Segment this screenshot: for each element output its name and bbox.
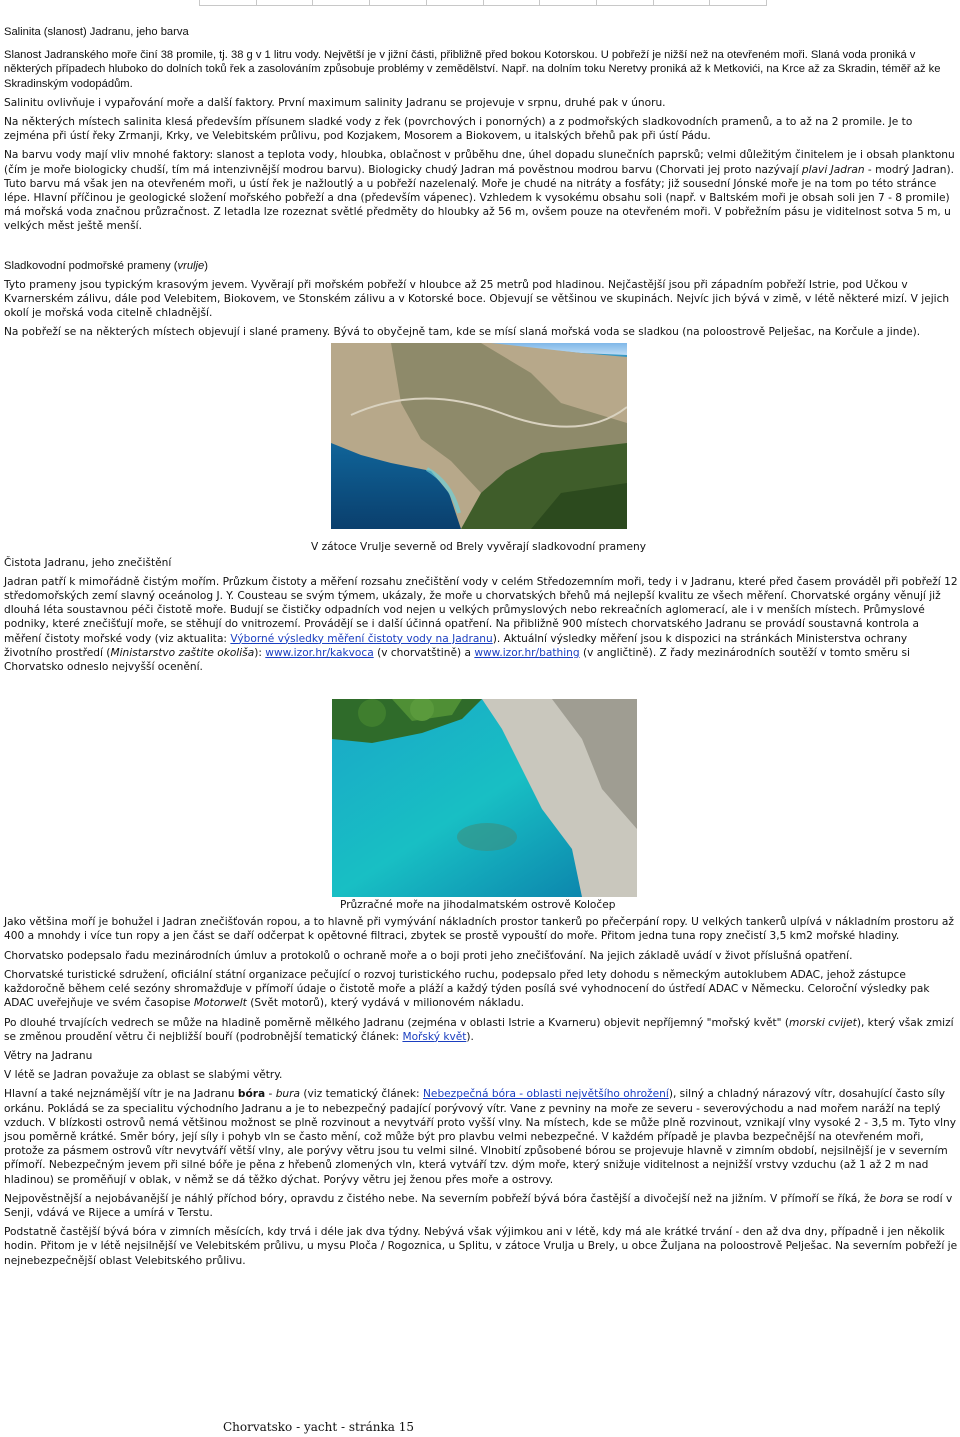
page-footer: Chorvatsko - yacht - stránka 15 [223,1420,414,1434]
nav-segment[interactable] [540,0,597,5]
izor-bathing-link[interactable]: www.izor.hr/bathing [474,646,580,659]
salinity-paragraph: Na některých místech salinita klesá především přísunem sladké vody z řek (povrchových i ponorných) a z podmořských sladkovodních pramenů, a to až na 2 promile. Je to zejména při ústí řeky Zrmanji, Krky, ve Velebitském průlivu, pod Kozjakem, Mosorem a Biokovem, u italských břehů pak při ústí Pádu. [4,116,913,143]
bora-paragraph: Podstatně častější bývá bóra v zimních měsících, kdy trvá i déle jak dva týdny. Nebývá však výjimkou ani v létě, kdy má ale krátké trvání - den až dva dny, případně i jen několik hodin. Přitom je v létě nejsilnější ve Velebitském průlivu, u mysu Ploča / Rogoznica, u Splitu, v zátoce Vrulja u Brely, u obce Žuljana na poloostrově Pelješac. Na severním pobřeží je nejnebezpečnější oblast Velebitského průlivu. [4,1226,958,1267]
springs-paragraph: Na pobřeží se na některých místech objevují i slané prameny. Bývá to obyčejně tam, kde se mísí slaná mořská voda se sladkou (na poloostrově Pelješac, na Korčule a jinde). [4,326,921,339]
article-link[interactable]: Výborné výsledky měření čistoty vody na Jadranu [230,632,493,645]
izor-kakvoca-link[interactable]: www.izor.hr/kakvoca [265,646,374,659]
oil-pollution-paragraph: Jako většina moří je bohužel i Jadran znečišťován ropou, a to hlavně při vymývání nákladních prostor tankerů po přečerpání ropy. U velkých tankerů ulpívá v nákladním prostoru až 400 a mnohdy i více tun ropy a jen část se daří odčerpat k opětovné filtraci, zbytek se prostě vypouští do moře. Přitom jedna tuna ropy znečistí 3,5 km2 mořské hladiny. [4,916,954,943]
nav-segment[interactable] [710,0,766,5]
nav-segment[interactable] [370,0,427,5]
salinity-paragraph: Slanost Jadranského moře činí 38 promile, tj. 38 g v 1 litru vody. Největší je v jižní části, přibližně před bokou Kotorskou. U pobřeží je nižší než na otevřeném moři. Slaná voda proniká v některých případech hluboko do dolních toků řek a zasolováním způsobuje problémy v zemědělství. Např. na dolním toku Neretvy proniká až k Metkovići, na Krce až za Skradin, téměř až ke Skradinským vodopádům. [4,49,941,90]
nav-segment[interactable] [313,0,370,5]
springs-paragraph: Tyto prameny jsou typickým krasovým jevem. Vyvěrají při mořském pobřeží v hloubce až 25 metrů pod hladinou. Nejčastější jsou při západním pobřeží Istrie, pod Učkou v Kvarnerském zálivu, dále pod Velebitem, Biokovem, ve Stonském zálivu a v Kotorské boce. Objevují se většinou ve skupinách. Nejvíc jich bývá v zimě, v létě některé mizí. V jejich okolí je mořská voda citelně chladnější. [4,278,950,320]
top-navigation-bar [199,0,767,6]
winds-heading: Větry na Jadranu [4,1049,93,1062]
nav-segment[interactable] [200,0,257,5]
photo-vrulje-bay [331,343,627,529]
nav-segment[interactable] [257,0,314,5]
clean-paragraph: Jadran patří k mimořádně čistým mořím. Průzkum čistoty a měření rozsahu znečištění vody v celém Středozemním moři, tedy i v Jadranu, které před časem prováděl při pobřeží 12 středomořských zemí slavný oceánolog J. Y. Cousteau se svým týmem, ukázaly, že moře u chorvatských břehů má nejlepší kvalitu ze všech měření. Chorvatské orgány věnují již dlouhá léta soustavnou péči čistotě moře. Budují se čističky odpadních vod nejen u velkých průmyslových nebo rekreačních aglomerací, ale i v menších místech. Průmyslové podniky, které znečišťují moře, se stěhují do vnitrozemí. Provádějí se i další účinná opatření. Na přibližně 900 místech chorvatského Jadranu se provádí soustavná kontrola a měření čistoty mořské vody (viz aktualita: Výborné výsledky měření čistoty vody na Jadranu). Aktuální výsledky měření jsou k dispozici na stránkách Ministerstva ochrany životního prostředí (Ministarstvo zaštite okoliša): www.izor.hr/kakvoca (v chorvatštině) a www.izor.hr/bathing (v angličtině). Z řady mezinárodních soutěží v tomto směru si Chorvatsko odneslo nejvyšší ocenění. [4,575,958,674]
photo-caption: V zátoce Vrulje severně od Brely vyvěrají sladkovodní prameny [311,540,646,553]
photo-caption: Průzračné moře na jihodalmatském ostrově Koločep [340,899,616,912]
nav-segment[interactable] [654,0,711,5]
nav-segment[interactable] [427,0,484,5]
nav-segment[interactable] [597,0,654,5]
article-content [4,25,958,1273]
sea-bloom-paragraph: Po dlouhé trvajících vedrech se může na hladině poměrně mělkého Jadranu (zejména v oblasti Istrie a Kvarneru) objevit nepříjemný "mořský květ" (morski cvijet), který však zmizí se změnou proudění větru či nejbližší bouří (podrobnější tematický článek: Mořský květ). [4,1016,954,1043]
photo-kolocep-sea [332,699,637,897]
adac-paragraph: Chorvatské turistické sdružení, oficiální státní organizace pečující o rozvoj turistického ruchu, podepsalo před lety dohodu s německým autoklubem ADAC, jehož zástupce každoročně během celé sezóny shromažďuje v přímoří údaje o čistotě moře a pláží a každý týden posílá své vyhodnocení do ústředí ADAC v Německu. Celoroční výsledky pak ADAC uveřejňuje ve svém časopise Motorwelt (Svět motorů), který vydává v milionovém nákladu. [4,968,930,1010]
figure-vrulje [4,345,958,556]
figure-kolocep [4,679,958,912]
springs-heading: Sladkovodní podmořské prameny (vrulje) [4,259,208,272]
bora-paragraph: Nejpověstnější a nejobávanější je náhlý příchod bóry, opravdu z čistého nebe. Na severním pobřeží bývá bóra častější a divočejší než na jižním. V přímoří se říká, že bora se rodí v Senji, vdává ve Rijece a umírá v Terstu. [4,1192,953,1219]
nav-segment[interactable] [484,0,541,5]
bora-article-link[interactable]: Nebezpečná bóra - oblasti největšího ohrožení [423,1088,669,1101]
sea-color-paragraph: Na barvu vody mají vliv mnohé faktory: slanost a teplota vody, hloubka, oblačnost v průběhu dne, úhel dopadu slunečních paprsků; velmi důležitým činitelem je i obsah planktonu (čím je moře biologicky chudší, tím má intenzivnější modrou barvu). Biologicky chudý Jadran má pověstnou modrou barvu (Chorvati jej proto nazývají plavi Jadran - modrý Jadran). Tuto barvu má však jen na otevřeném moři, u ústí řek je nažloutlý a u pobřeží nazelenalý. Moře je chudé na nitráty a fosfáty; již sousední Jónské moře je na tom po této stránce lépe. Hlavní příčinou je geologické složení mořského pobřeží a dna (především vápenec). Vzhledem k vysokému obsahu soli (např. v Baltském moři je obsah soli jen 7 - 8 promile) má mořská voda značnou průzračnost. Z letadla lze rozeznat světlé předměty do hloubky až 56 m, ovšem pouze na otevřeném moři. V pobřežním pásu je viditelnost sotva 5 m, u velkých měst ještě menší. [4,149,955,233]
sea-bloom-link[interactable]: Mořský květ [402,1030,467,1043]
winds-paragraph: V létě se Jadran považuje za oblast se slabými větry. [4,1069,283,1082]
clean-heading: Čistota Jadranu, jeho znečištění [4,556,172,569]
conventions-paragraph: Chorvatsko podepsalo řadu mezinárodních úmluv a protokolů o ochraně moře a o boji proti jeho znečišťování. Na jejich základě uvádí v život příslušná opatření. [4,949,853,962]
salinity-paragraph: Salinitu ovlivňuje i vypařování moře a další faktory. První maximum salinity Jadranu se projevuje v srpnu, druhé pak v únoru. [4,96,666,109]
bora-paragraph: Hlavní a také nejznámější vítr je na Jadranu bóra - bura (viz tematický článek: Nebezpečná bóra - oblasti největšího ohrožení), silný a chladný nárazový vítr, dosahující často síly orkánu. Pokládá se za specialitu východního Jadranu a je to nebezpečný padající porývový vítr. Vane z pevniny na moře ze severu - severovýchodu a nad mořem naráží na teplý vzduch. V blízkosti ostrovů nemá většinou možnost se plně rozvinout a nevytváří proto vyšší vlny. Na místech, kde se může plně rozvinout, vznikají vlny vysoké 2 - 3,5 m. Tyto vlny jsou poměrně krátké. Směr bóry, její síly i pohyb vln se často mění, což může být pro plavbu velmi nebezpečné. V každém případě je plavba bezpečnější na otevřeném moři, protože za pásmem ostrovů vítr nevytváří větší vlny, ale porývy větru jsou tu velmi silné. Vlnobití způsobené bórou se projevuje hlavně v zimním období, nejsilnější je v severním přímoří. Nebezpečným jevem při silné bóře je pěna z hřebenů zlomených vln, která vytváří tzv. dým moře, který snižuje viditelnost a nejnižší vrstvy vzduchu (až 1 až 2 m nad hladinou) se proměňují v oblak, v němž se dá těžko dýchat. Porývy větru jej ženou přes moře a ostrovy. [4,1088,957,1186]
salinity-heading: Salinita (slanost) Jadranu, jeho barva [4,26,189,38]
